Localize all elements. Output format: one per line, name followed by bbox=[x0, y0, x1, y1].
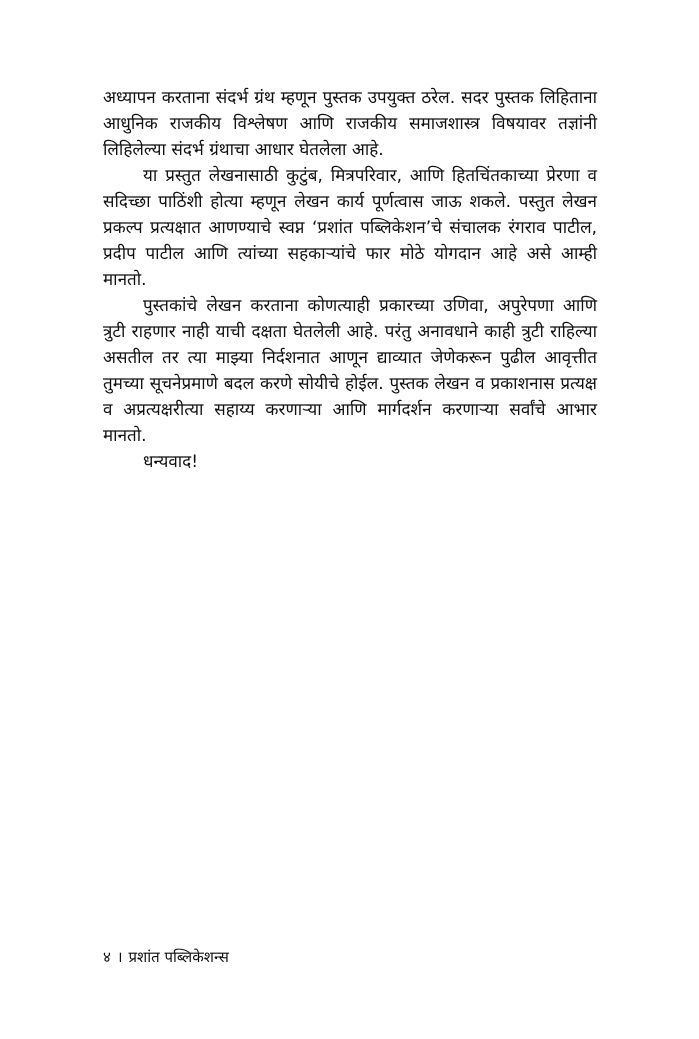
preface-body bbox=[103, 85, 597, 475]
paragraph-reference-books: अध्यापन करताना संदर्भ ग्रंथ म्हणून पुस्तक उपयुक्त ठरेल. सदर पुस्तक लिहिताना आधुनिक राजकीय विश्लेषण आणि राजकीय समाजशास्त्र विषयावर तज्ञांनी लिहिलेल्या संदर्भ ग्रंथाचा आधार घेतलेला आहे. bbox=[103, 88, 597, 160]
page-footer bbox=[103, 946, 229, 968]
footer-separator: । bbox=[116, 948, 123, 966]
paragraph-thanks: धन्यवाद! bbox=[143, 452, 199, 472]
page-number: ४ bbox=[103, 948, 111, 966]
publisher-name: प्रशांत पब्लिकेशन्स bbox=[128, 948, 229, 966]
paragraph-errors-gratitude: पुस्तकांचे लेखन करताना कोणत्याही प्रकारच्या उणिवा, अपुरेपणा आणि त्रुटी राहणार नाही याची दक्षता घेतलेली आहे. परंतु अनावधाने काही त्रुटी राहिल्या असतील तर त्या माझ्या निर्दशनात आणून द्याव्यात जेणेकरून पुढील आवृत्तीत तुमच्या सूचनेप्रमाणे बदल करणे सोयीचे होईल. पुस्तक लेखन व प्रकाशनास प्रत्यक्ष व अप्रत्यक्षरीत्या सहाय्य करणाऱ्या आणि मार्गदर्शन करणाऱ्या सर्वांचे आभार मानतो. bbox=[103, 296, 597, 446]
paragraph-acknowledgement-support: या प्रस्तुत लेखनासाठी कुटुंब, मित्रपरिवार, आणि हितचिंतकाच्या प्रेरणा व सदिच्छा पाठिंशी होत्या म्हणून लेखन कार्य पूर्णत्वास जाऊ शकले. पस्तुत लेखन प्रकल्प प्रत्यक्षात आणण्याचे स्वप्न ‘प्रशांत पब्लिकेशन’चे संचालक रंगराव पाटील, प्रदीप पाटील आणि त्यांच्या सहकाऱ्यांचे फार मोठे योगदान आहे असे आम्ही मानतो. bbox=[103, 166, 597, 290]
